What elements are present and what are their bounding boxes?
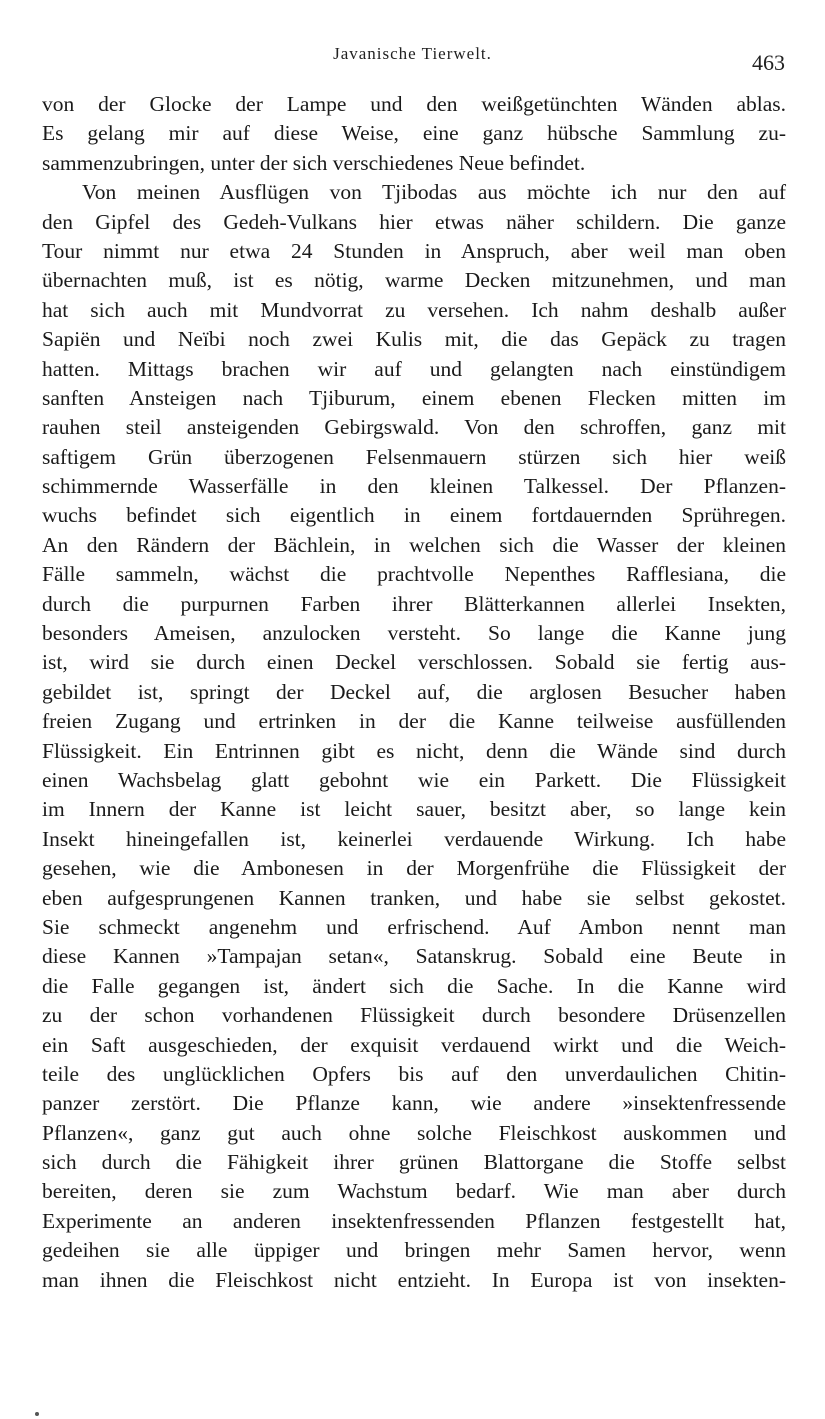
text-line: hatten. Mittags brachen wir auf und gelangten nach einstündigem bbox=[42, 356, 786, 381]
text-line: die Falle gegangen ist, ändert sich die Sache. In die Kanne wird bbox=[42, 973, 786, 998]
text-line: hat sich auch mit Mundvorrat zu versehen. Ich nahm deshalb außer bbox=[42, 297, 786, 322]
text-line: teile des unglücklichen Opfers bis auf den unverdaulichen Chitin- bbox=[42, 1061, 786, 1086]
text-line: von der Glocke der Lampe und den weißgetünchten Wänden ablas. bbox=[42, 92, 786, 116]
body-text bbox=[42, 90, 786, 1295]
text-line: Sapiën und Neïbi noch zwei Kulis mit, die das Gepäck zu tragen bbox=[42, 327, 786, 352]
text-line: Flüssigkeit. Ein Entrinnen gibt es nicht, denn die Wände sind durch bbox=[42, 738, 786, 763]
text-line: freien Zugang und ertrinken in der die Kanne teilweise ausfüllenden bbox=[42, 709, 786, 734]
text-line: zu der schon vorhandenen Flüssigkeit durch besondere Drüsenzellen bbox=[42, 1003, 786, 1028]
running-head: Javanische Tierwelt. bbox=[333, 44, 492, 63]
text-line: sammenzubringen, unter der sich verschiedenes Neue befindet. bbox=[42, 150, 586, 175]
text-line: im Innern der Kanne ist leicht sauer, besitzt aber, so lange kein bbox=[42, 797, 786, 822]
text-line: bereiten, deren sie zum Wachstum bedarf. Wie man aber durch bbox=[42, 1179, 786, 1204]
text-line: Pflanzen«, ganz gut auch ohne solche Fleischkost auskommen und bbox=[42, 1120, 786, 1145]
text-line: wuchs befindet sich eigentlich in einem fortdauernden Sprühregen. bbox=[42, 503, 786, 528]
text-line: durch die purpurnen Farben ihrer Blätterkannen allerlei Insekten, bbox=[42, 591, 786, 616]
text-line: sich durch die Fähigkeit ihrer grünen Blattorgane die Stoffe selbst bbox=[42, 1150, 786, 1175]
text-line: rauhen steil ansteigenden Gebirgswald. Von den schroffen, ganz mit bbox=[42, 415, 786, 440]
ink-speck bbox=[35, 1412, 39, 1416]
text-line: Fälle sammeln, wächst die prachtvolle Nepenthes Rafflesiana, die bbox=[42, 562, 786, 587]
text-line: ist, wird sie durch einen Deckel verschlossen. Sobald sie fertig aus- bbox=[42, 650, 786, 675]
text-line: Von meinen Ausflügen von Tjibodas aus möchte ich nur den auf bbox=[82, 180, 786, 205]
text-line: gesehen, wie die Ambonesen in der Morgenfrühe die Flüssigkeit der bbox=[42, 856, 786, 881]
text-line: Es gelang mir auf diese Weise, eine ganz hübsche Sammlung zu- bbox=[42, 121, 786, 146]
text-line: man ihnen die Fleischkost nicht entzieht. In Europa ist von insekten- bbox=[42, 1267, 786, 1292]
text-line: schimmernde Wasserfälle in den kleinen Talkessel. Der Pflanzen- bbox=[42, 474, 786, 499]
text-line: eben aufgesprungenen Kannen tranken, und habe sie selbst gekostet. bbox=[42, 885, 786, 910]
text-line: gedeihen sie alle üppiger und bringen mehr Samen hervor, wenn bbox=[42, 1238, 786, 1263]
text-line: panzer zerstört. Die Pflanze kann, wie andere »insektenfressende bbox=[42, 1091, 786, 1116]
text-line: Insekt hineingefallen ist, keinerlei verdauende Wirkung. Ich habe bbox=[42, 826, 786, 851]
text-line: diese Kannen »Tampajan setan«, Satanskrug. Sobald eine Beute in bbox=[42, 944, 786, 969]
text-line: besonders Ameisen, anzulocken versteht. So lange die Kanne jung bbox=[42, 621, 786, 646]
text-line: übernachten muß, ist es nötig, warme Decken mitzunehmen, und man bbox=[42, 268, 786, 293]
text-line: sanften Ansteigen nach Tjiburum, einem ebenen Flecken mitten im bbox=[42, 385, 786, 410]
text-line: Tour nimmt nur etwa 24 Stunden in Anspruch, aber weil man oben bbox=[42, 238, 786, 263]
text-line: ein Saft ausgeschieden, der exquisit verdauend wirkt und die Weich- bbox=[42, 1032, 786, 1057]
text-line: An den Rändern der Bächlein, in welchen sich die Wasser der kleinen bbox=[42, 532, 786, 557]
text-line: einen Wachsbelag glatt gebohnt wie ein Parkett. Die Flüssigkeit bbox=[42, 767, 786, 792]
page-number: 463 bbox=[752, 50, 785, 75]
text-line: gebildet ist, springt der Deckel auf, die arglosen Besucher haben bbox=[42, 679, 786, 704]
text-line: Sie schmeckt angenehm und erfrischend. Auf Ambon nennt man bbox=[42, 914, 786, 939]
text-line: saftigem Grün überzogenen Felsenmauern stürzen sich hier weiß bbox=[42, 444, 786, 469]
text-line: Experimente an anderen insektenfressenden Pflanzen festgestellt hat, bbox=[42, 1208, 786, 1233]
text-line: den Gipfel des Gedeh-Vulkans hier etwas näher schildern. Die ganze bbox=[42, 209, 786, 234]
